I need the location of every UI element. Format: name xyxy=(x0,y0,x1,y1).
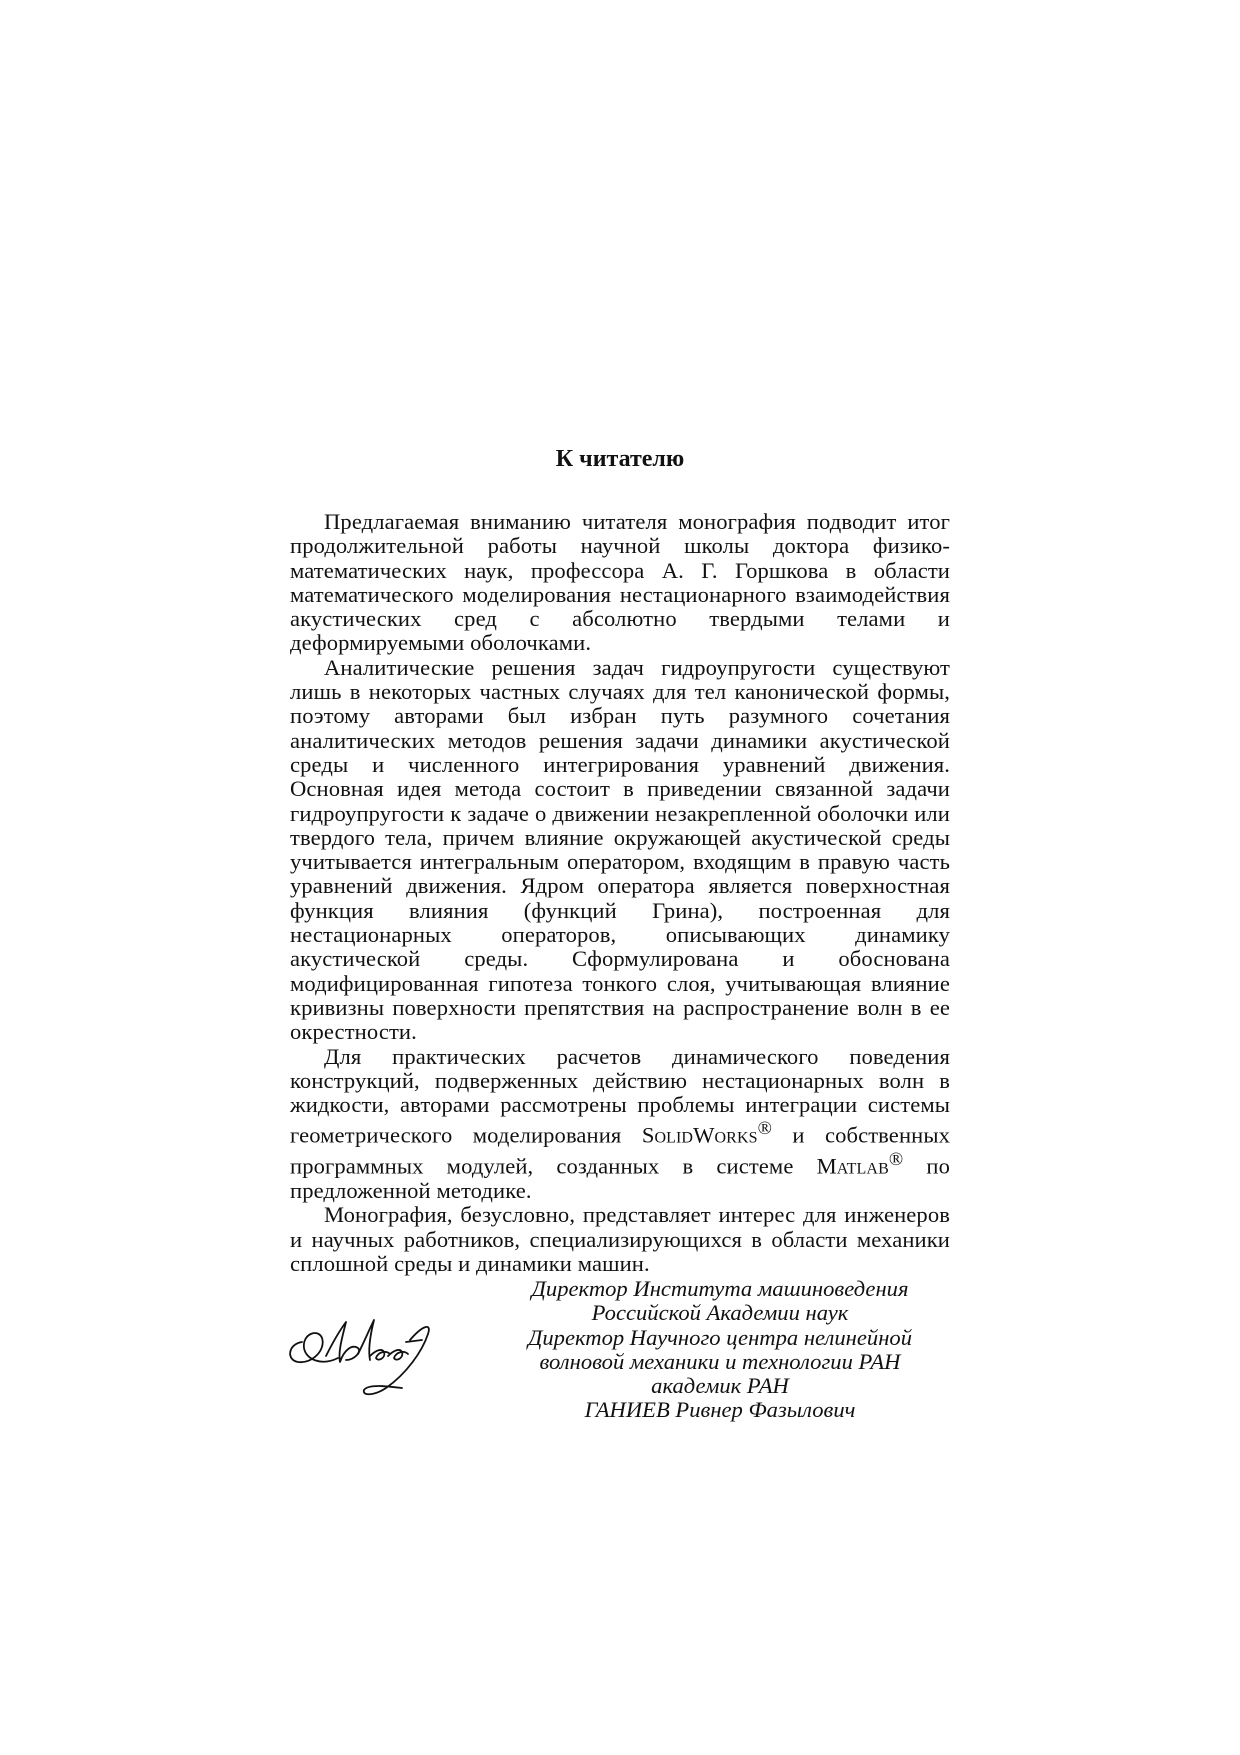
paragraph-2: Аналитические решения задач гидроупругости существуют лишь в некоторых частных случаях для тел канонической формы, поэтому авторами был избран путь разумного сочетания аналитических методов решения задачи динамики акустической среды и численного интегрирования уравнений движения. Основная идея метода состоит в приведении связанной задачи гидроупругости к задаче о движении незакрепленной оболочки или твердого тела, причем влияние окружающей акустической среды учитывается интегральным оператором, входящим в правую часть уравнений движения. Ядром оператора является поверхностная функция влияния (функций Грина), построенная для нестационарных операторов, описывающих динамику акустической среды. Сформулирована и обоснована модифицированная гипотеза тонкого слоя, учитывающая влияние кривизны поверхности препятствия на распространение волн в ее окрестности. xyxy=(290,654,950,1045)
paragraph-3-part-3: по предложенной методике. xyxy=(290,1153,950,1204)
registered-mark-2: ® xyxy=(888,1149,904,1171)
foreword-body xyxy=(290,510,950,1276)
signatory-rank: академик РАН xyxy=(651,1373,789,1399)
signatory-title-1: Директор Института машиноведения xyxy=(531,1276,909,1301)
signatory-title-3: Директор Научного центра нелинейной xyxy=(527,1324,913,1350)
page-title: К читателю xyxy=(555,446,685,472)
signature-block xyxy=(490,1277,950,1423)
paragraph-3 xyxy=(290,1045,950,1204)
paragraph-3-part-1: Для практических расчетов динамического поведения конструкций, подверженных действию нестационарных волн в жидкости, авторами рассмотрены проблемы интеграции системы геометрического моделирования xyxy=(290,1043,950,1148)
paragraph-4: Монография, безусловно, представляет интерес для инженеров и научных работников, специализирующихся в области механики сплошной среды и динамики машин. xyxy=(290,1202,950,1276)
handwritten-signature xyxy=(282,1304,442,1400)
registered-mark-1: ® xyxy=(757,1118,772,1140)
signatory-name: ГАНИЕВ Ривнер Фазылович xyxy=(584,1397,856,1423)
signatory-title-2: Российской Академии наук xyxy=(591,1300,849,1326)
matlab-name: Matlab xyxy=(816,1153,889,1179)
solidworks-name: SolidWorks xyxy=(641,1122,758,1148)
paragraph-3-part-2: и собственных программных модулей, созданных в системе xyxy=(290,1122,950,1179)
paragraph-1: Предлагаемая вниманию читателя монография подводит итог продолжительной работы научной школы доктора физико-математических наук, профессора А. Г. Горшкова в области математического моделирования нестационарного взаимодействия акустических сред с абсолютно твердыми телами и деформируемыми оболочками. xyxy=(290,509,950,656)
signatory-title-4: волновой механики и технологии РАН xyxy=(539,1348,901,1374)
